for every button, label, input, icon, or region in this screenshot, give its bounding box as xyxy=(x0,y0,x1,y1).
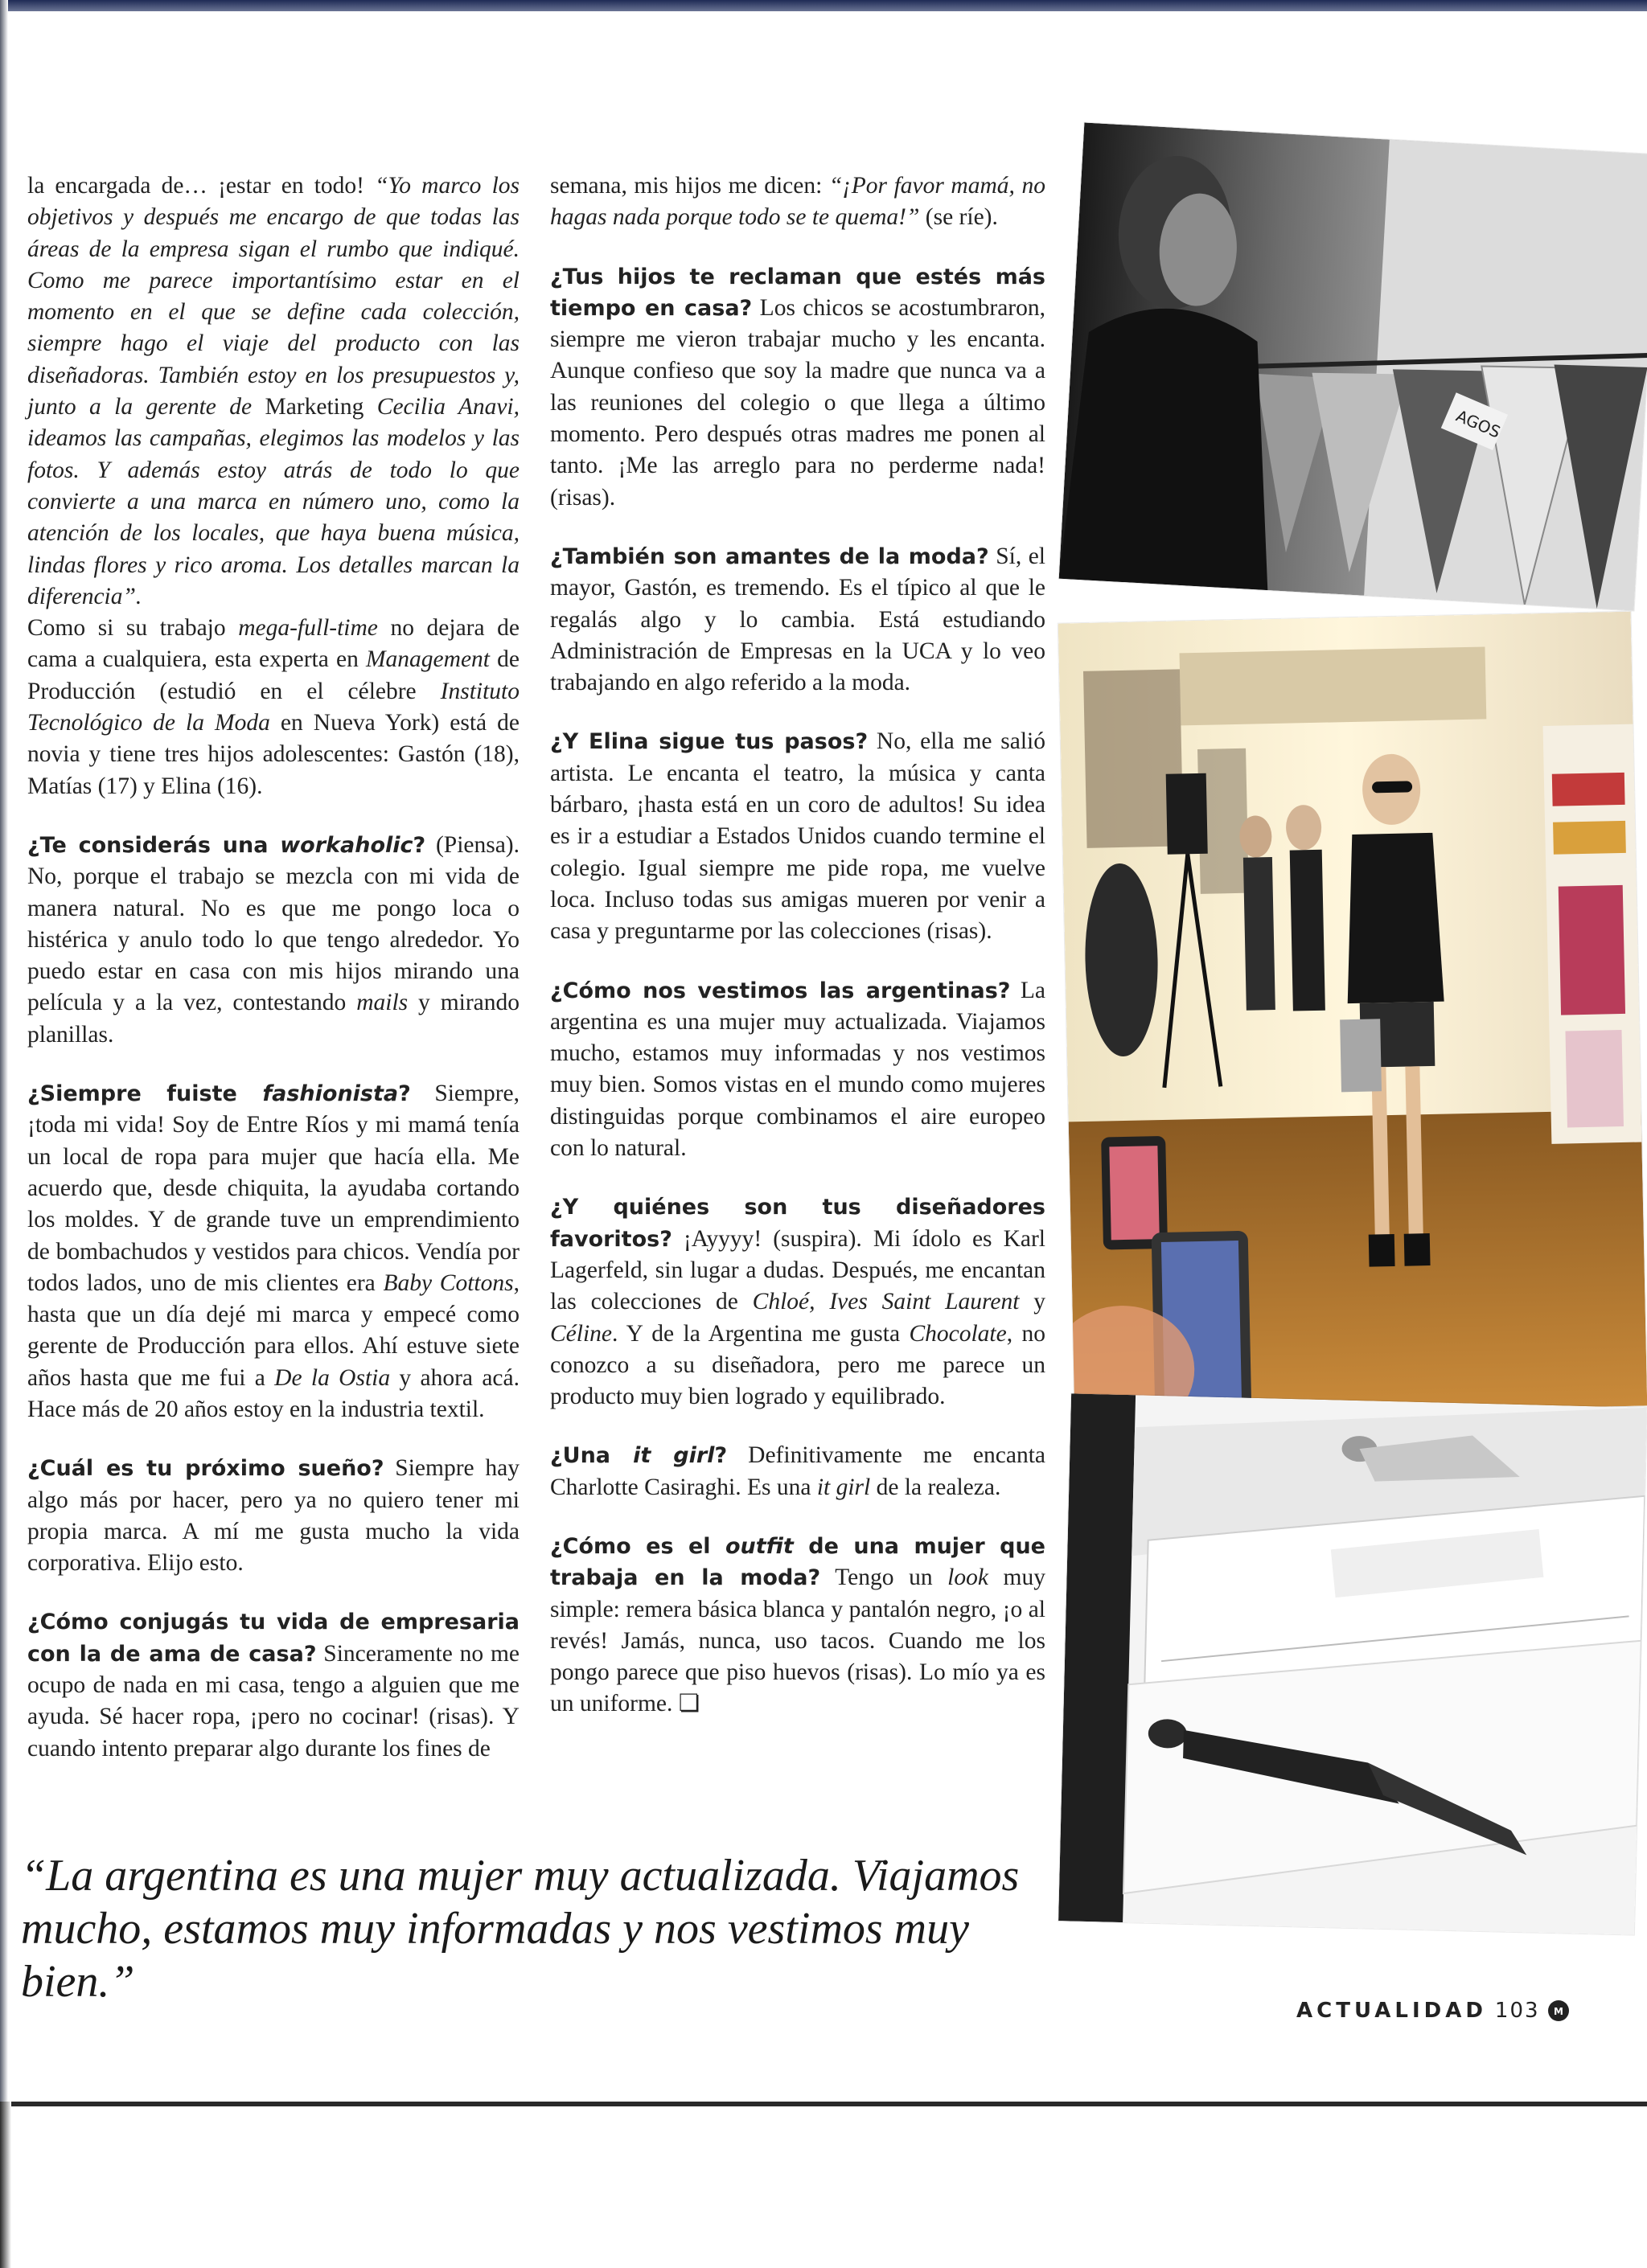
photo-runway-image xyxy=(1058,612,1647,1418)
photo-clothing-rack xyxy=(1059,122,1647,610)
question: ¿Cómo conjugás tu vida de empresaria con la de ama de casa? xyxy=(27,1610,520,1667)
qa-home-life: ¿Cómo conjugás tu vida de empresaria con la de ama de casa? Sinceramente no me ocupo de nada en mi casa, tengo a alguien que me ayuda. Sé hacer ropa, ¡pero no cocinar! (risas). Y cuando intento preparar algo durante los fines de xyxy=(27,1610,520,1761)
photo-sketches-image xyxy=(1058,1393,1647,1934)
article-column-1 xyxy=(27,170,520,1792)
page-footer xyxy=(1296,1999,1569,2023)
qa-outfit: ¿Cómo es el outfit de una mujer que trabaja en la moda? Tengo un look muy simple: remera básica blanca y pantalón negro, ¡o al revés! Jamás, nunca, uso tacos. Cuando me los pongo parece que piso huevos (risas). Lo mío ya es un uniforme. ❏ xyxy=(550,1533,1045,1717)
question: ¿Cómo nos vestimos las argentinas? xyxy=(550,978,1011,1003)
question: ¿Y Elina sigue tus pasos? xyxy=(550,729,869,755)
question: ¿Siempre fuiste fashionista? xyxy=(27,1081,411,1107)
question: ¿Cómo es el outfit de una mujer que trabaja en la moda? xyxy=(550,1533,1045,1591)
qa-designers: ¿Y quiénes son tus diseñadores favoritos? ¡Ayyyy! (suspira). Mi ídolo es Karl Lagerfeld, sin lugar a dudas. Después, me encantan las colecciones de Chloé, Ives Saint Laurent y Céline. Y de la Argentina me gusta Chocolate, no conozco a su diseñadora, pero me parece un producto muy bien logrado y equilibrado. xyxy=(550,1195,1046,1410)
qa-fashionista: ¿Siempre fuiste fashionista? Siempre, ¡toda mi vida! Soy de Entre Ríos y mi mamá tenía un local de ropa para mujer que hacía ella. Me acuerdo que, desde chiquita, la ayudaba cortando los moldes. Y de grande tuve un emprendimiento de bombachudos y vestidos para chicos. Vendía por todos lados, uno de mis clientes era Baby Cottons, hasta que un día dejé mi marca y empecé como gerente de Producción para ellos. Ahí estuve siete años hasta que me fui a De la Ostia y ahora acá. Hace más de 20 años estoy en la industria textil. xyxy=(27,1081,520,1422)
section-name: ACTUALIDAD xyxy=(1296,1999,1487,2023)
paragraph: la encargada de… ¡estar en todo! “Yo marco los objetivos y después me encargo de que todas las áreas de la empresa sigan el rumbo que indiqué. Como me parece importantísimo estar en el momento en el que se define cada colección, siempre hago el viaje del producto con las diseñadoras. También estoy en los presupuestos y, junto a la gerente de Marketing Cecilia Anavi, ideamos las campañas, elegimos las modelos y las fotos. Y además estoy atrás de todo lo que convierte a una marca en número uno, como la atención de los locales, que haya buena música, lindas flores y rico aroma. Los detalles marcan la diferencia”. Como si su trabajo mega-full-time no dejara de cama a cualquiera, esta experta en Management de Producción (estudió en el célebre Instituto Tecnológico de la Moda en Nueva York) está de novia y tiene tres hijos adolescentes: Gastón (18), Matías (17) y Elina (16). xyxy=(27,173,520,799)
end-mark-icon: ❏ xyxy=(678,1691,700,1717)
question: ¿Una it girl? xyxy=(550,1443,728,1469)
scan-top-edge xyxy=(0,0,1647,11)
photo-clothing-rack-image xyxy=(1059,122,1647,610)
qa-it-girl: ¿Una it girl? Definitivamente me encanta Charlotte Casiraghi. Es una it girl de la realeza. xyxy=(550,1442,1045,1500)
article-column-2 xyxy=(550,170,1045,1748)
pull-quote: “La argentina es una mujer muy actualizada. Viajamos mucho, estamos muy informadas y nos vestimos muy bien.” xyxy=(21,1851,1020,2007)
qa-next-dream: ¿Cuál es tu próximo sueño? Siempre hay algo más por hacer, pero ya no quiero tener mi propia marca. A mí me gusta mucho la vida corporativa. Elijo esto. xyxy=(27,1455,520,1577)
question: ¿Te considerás una workaholic? xyxy=(27,832,426,858)
qa-argentinas: ¿Cómo nos vestimos las argentinas? La argentina es una mujer muy actualizada. Viajamos mucho, estamos muy informadas y nos vestimos muy bien. Somos vistas en el mundo como mujeres distinguidas porque combinamos el aire europeo con lo natural. xyxy=(550,977,1045,1162)
question: ¿Cuál es tu próximo sueño? xyxy=(27,1456,384,1482)
question: ¿Tus hijos te reclaman que estés más tiempo en casa? xyxy=(550,264,1045,321)
paragraph: semana, mis hijos me dicen: “¡Por favor mamá, no hagas nada porque todo se te quema!” (se ríe). xyxy=(550,173,1045,231)
photo-runway xyxy=(1058,612,1647,1418)
logo-letter: M xyxy=(1553,2006,1563,2017)
scan-left-edge xyxy=(0,0,8,2268)
page-bottom-edge xyxy=(0,2102,1647,2106)
qa-fashion-lovers: ¿También son amantes de la moda? Sí, el mayor, Gastón, es tremendo. Es el típico al que le regalás algo y lo cambia. Está estudiando Administración de Empresas en la UCA y lo veo trabajando en algo referido a la moda. xyxy=(550,543,1045,696)
qa-workaholic: ¿Te considerás una workaholic? (Piensa). No, porque el trabajo se mezcla con mi vida de manera natural. No es que me pongo loca o histérica y anulo todo lo que tengo alrededor. Yo puedo estar en casa con mis hijos mirando una película y a la vez, contestando mails y mirando planillas. xyxy=(27,831,520,1048)
page-number: 103 xyxy=(1494,1999,1540,2023)
photo-sketches xyxy=(1058,1393,1647,1934)
photo1-tag: AGOS xyxy=(1453,405,1504,442)
magazine-logo-icon xyxy=(1548,2000,1569,2021)
page-bottom-corner xyxy=(0,2102,11,2268)
qa-kids-time: ¿Tus hijos te reclaman que estés más tiempo en casa? Los chicos se acostumbraron, siempre me vieron trabajar mucho y les encanta. Aunque confieso que soy la madre que nunca va a las reuniones del colegio o que llega a último momento. Pero después otras madres me ponen al tanto. ¡Me las arreglo para no perderme nada! (risas). xyxy=(550,264,1045,511)
question: ¿También son amantes de la moda? xyxy=(550,543,989,569)
qa-elina: ¿Y Elina sigue tus pasos? No, ella me salió artista. Le encanta el teatro, la música y canta bárbaro, ¡hasta está en un coro de adultos! Su idea es ir a estudiar a Estados Unidos cuando termine el colegio. Igual siempre me pide ropa, me vuelve loca. Incluso todas sus amigas mueren por venir a casa y preguntarme por las colecciones (risas). xyxy=(550,728,1046,945)
question: ¿Y quiénes son tus diseñadores favoritos? xyxy=(550,1195,1045,1252)
